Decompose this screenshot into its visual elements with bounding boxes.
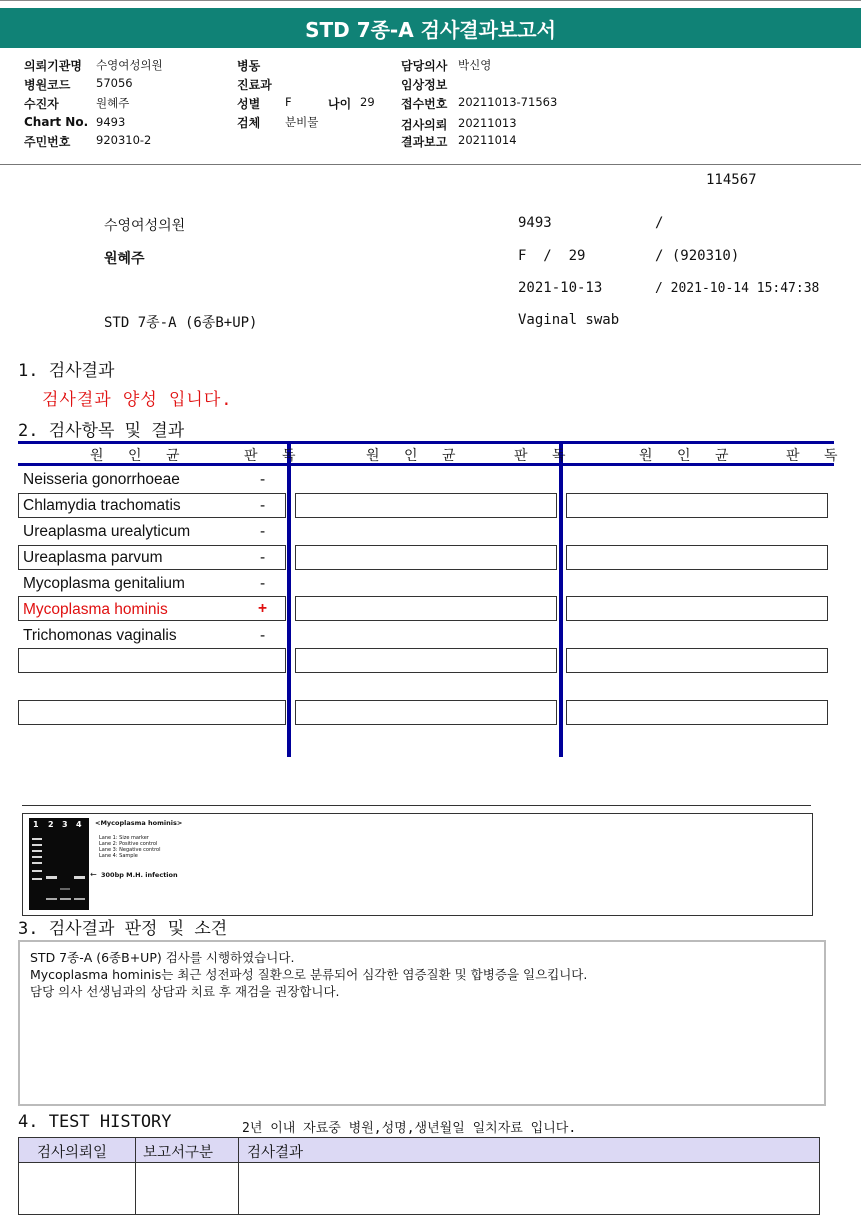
summary-birth: / (920310) [655,248,740,264]
pathogen-result-4: - [260,575,266,592]
gel-legend-item: Lane 4: Sample [99,853,138,859]
col-header-pathogen-1: 원 인 균 [90,448,190,464]
result-cell-box [566,648,828,673]
result-cell-box [18,648,286,673]
pathogen-name-3: Ureaplasma parvum [23,549,163,566]
gel-band [60,898,71,900]
gel-band [46,898,57,900]
pathogen-result-3: - [260,549,266,566]
gel-title: <Mycoplasma hominis> [95,819,183,827]
result-cell-box [295,700,557,725]
col-header-judgement-1: 판 독 [244,448,306,464]
hospital-code-value: 57056 [96,76,133,90]
ward-label: 병동 [237,59,261,73]
result-cell-box [295,545,557,570]
pathogen-name-1: Chlamydia trachomatis [23,497,181,514]
lane-number: 3 [62,820,68,829]
gel-arrow-icon: ← [90,870,97,879]
institution-value: 수영여성의원 [96,58,163,72]
summary-request-date: 2021-10-13 [518,280,603,296]
chart-no-label: Chart No. [24,115,89,129]
top-border [0,0,861,7]
request-date-label: 검사의뢰 [401,118,448,132]
history-column-divider [135,1138,136,1214]
sex-label: 성별 [237,97,261,111]
col-header-judgement-3: 판 독 [786,448,848,464]
gel-top-line [22,805,811,806]
pathogen-name-2: Ureaplasma urealyticum [23,523,191,540]
gel-legend-item: Lane 1: Size marker [99,835,149,841]
history-col-result: 검사결과 [247,1145,304,1161]
recipient-label: 수진자 [24,97,59,111]
specimen-label: 검체 [237,116,261,130]
summary-test-name: STD 7종-A (6종B+UP) [104,315,258,331]
summary-slash: / [655,215,664,231]
grid-divider-1 [287,441,291,757]
result-cell-box [295,648,557,673]
history-note: 2년 이내 자료중 병원,성명,생년월일 일치자료 입니다. [242,1121,577,1136]
result-date-value: 20211014 [458,133,517,147]
sex-value: F [285,95,292,109]
doctor-label: 담당의사 [401,59,448,73]
result-date-label: 결과보고 [401,135,448,149]
specimen-value: 분비물 [285,115,319,129]
col-header-pathogen-3: 원 인 균 [639,448,739,464]
gel-band [74,876,85,879]
report-title: STD 7종-A 검사결과보고서 [305,17,556,42]
history-col-report-type: 보고서구분 [143,1145,214,1161]
grid-divider-2 [559,441,563,757]
lane-number: 2 [48,820,54,829]
lane-number: 4 [76,820,82,829]
gel-band [46,876,57,879]
report-title-bar [0,8,861,48]
institution-label: 의뢰기관명 [24,59,82,73]
result-cell-box [18,700,286,725]
result-cell-box [566,545,828,570]
pathogen-name-4: Mycoplasma genitalium [23,575,185,592]
gel-band [32,862,42,864]
summary-institution: 수영여성의원 [104,218,186,234]
pathogen-name-0: Neisseria gonorrhoeae [23,471,180,488]
summary-name: 원혜주 [104,251,145,267]
gel-band [60,888,70,890]
resident-no-value: 920310-2 [96,133,152,147]
result-cell-box [295,493,557,518]
pathogen-result-0: - [260,471,266,488]
gel-electrophoresis-image [29,818,89,910]
col-header-pathogen-2: 원 인 균 [366,448,466,464]
pathogen-result-1: - [260,497,266,514]
result-cell-box [566,700,828,725]
pathogen-result-6: - [260,627,266,644]
gel-band [32,878,42,880]
result-cell-box [566,493,828,518]
opinion-line: Mycoplasma hominis는 최근 성전파성 질환으로 분류되어 심각한 염증질환 및 합병증을 일으킵니다. [30,967,588,982]
lane-number: 1 [33,820,39,829]
recipient-value: 원혜주 [96,96,130,110]
pathogen-result-5: + [258,600,268,617]
section4-heading: 4. TEST HISTORY [18,1112,172,1132]
summary-sex-age: F / 29 [518,248,586,264]
section3-heading: 3. 검사결과 판정 및 소견 [18,919,228,939]
result-cell-box [295,596,557,621]
col-header-judgement-2: 판 독 [514,448,576,464]
grid-top-line [18,441,834,444]
summary-chart-no: 9493 [518,215,552,231]
summary-report-datetime: / 2021-10-14 15:47:38 [655,281,820,296]
clinical-info-label: 임상정보 [401,78,448,92]
history-column-divider [238,1138,239,1214]
history-header-row [19,1138,819,1163]
reception-no-value: 20211013-71563 [458,95,558,109]
gel-band [32,844,42,846]
summary-specimen: Vaginal swab [518,312,620,328]
chart-no-value: 9493 [96,115,126,129]
section1-heading: 1. 검사결과 [18,361,115,381]
result-cell-box [566,596,828,621]
history-col-request-date: 검사의뢰일 [37,1145,108,1161]
report-code: 114567 [706,172,757,188]
opinion-box [18,940,826,1106]
request-date-value: 20211013 [458,116,517,130]
resident-no-label: 주민번호 [24,135,71,149]
gel-band [32,870,42,872]
department-label: 진료과 [237,78,272,92]
overall-result: 검사결과 양성 입니다. [42,390,233,410]
opinion-line: 담당 의사 선생님과의 상담과 치료 후 재검을 권장합니다. [30,984,340,999]
reception-no-label: 접수번호 [401,97,448,111]
gel-band [32,856,42,858]
pathogen-name-5: Mycoplasma hominis [23,601,168,618]
gel-legend-item: Lane 2: Positive control [99,841,158,847]
gel-band [32,850,42,852]
gel-image-box [22,813,813,916]
hospital-code-label: 병원코드 [24,78,71,92]
age-label: 나이 [328,97,352,111]
gel-legend-item: Lane 3: Negative control [99,847,161,853]
header-separator [0,164,861,165]
section2-heading: 2. 검사항목 및 결과 [18,421,185,441]
pathogen-result-2: - [260,523,266,540]
pathogen-name-6: Trichomonas vaginalis [23,627,177,644]
gel-band [74,898,85,900]
opinion-line: STD 7종-A (6종B+UP) 검사를 시행하였습니다. [30,950,295,965]
gel-arrow-label: 300bp M.H. infection [101,871,178,879]
history-table [18,1137,820,1215]
gel-band [32,838,42,840]
doctor-value: 박신영 [458,58,492,72]
age-value: 29 [360,95,375,109]
